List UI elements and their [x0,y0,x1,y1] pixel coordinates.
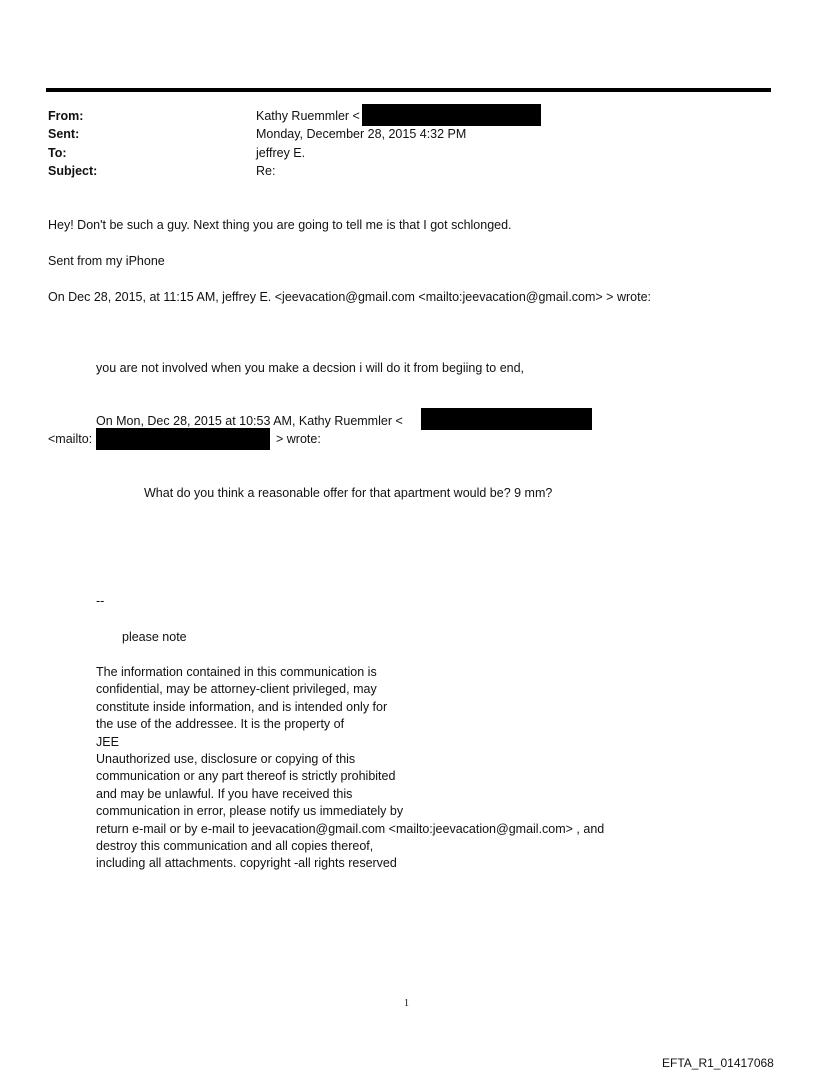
disclaimer-line: including all attachments. copyright -all rights reserved [96,856,397,871]
redaction-box [421,408,592,430]
quote2-header-line1: On Mon, Dec 28, 2015 at 10:53 AM, Kathy Ruemmler < [96,414,403,428]
quote1-text: you are not involved when you make a decsion i will do it from begiing to end, [96,361,525,375]
header-rule [46,88,771,92]
disclaimer-line: The information contained in this communication is [96,665,377,679]
to-label: To: [48,146,67,160]
please-note: please note [122,630,187,644]
disclaimer-line: the use of the addressee. It is the property of [96,717,345,732]
disclaimer-line: communication in error, please notify us immediately by [96,804,404,819]
disclaimer-block [96,664,604,873]
to-value: jeffrey E. [256,146,306,160]
redaction-box [362,104,541,126]
disclaimer-line: and may be unlawful. If you have received this [96,786,353,801]
document-id: EFTA_R1_01417068 [662,1056,774,1070]
subject-label: Subject: [48,164,98,178]
quote2-header-mailto: <mailto: [48,432,93,446]
disclaimer-line: constitute inside information, and is intended only for [96,699,388,714]
signature-text: Sent from my iPhone [48,254,165,268]
sent-value: Monday, December 28, 2015 4:32 PM [256,127,467,141]
disclaimer-line: destroy this communication and all copies thereof, [96,839,374,854]
disclaimer-line: Unauthorized use, disclosure or copying of this [96,752,356,767]
sent-label: Sent: [48,127,80,141]
page-number: 1 [404,998,409,1009]
disclaimer-line: JEE [96,734,119,749]
quote1-header: On Dec 28, 2015, at 11:15 AM, jeffrey E. <jeevacation@gmail.com <mailto:jeevacation@gmail.com> > wrote: [48,290,651,304]
from-label: From: [48,109,84,123]
reply-text: Hey! Don't be such a guy. Next thing you are going to tell me is that I got schlonged. [48,218,512,232]
redaction-box [96,428,270,450]
from-value: Kathy Ruemmler < [256,109,360,123]
disclaimer-line: return e-mail or by e-mail to jeevacation@gmail.com <mailto:jeevacation@gmail.com> , and [96,821,605,836]
disclaimer-line: confidential, may be attorney-client privileged, may [96,682,377,697]
subject-value: Re: [256,164,276,178]
quote2-header-wrote: > wrote: [276,432,321,446]
quote2-text: What do you think a reasonable offer for that apartment would be? 9 mm? [144,486,553,500]
signature-dashes: -- [96,594,105,608]
disclaimer-line: communication or any part thereof is strictly prohibited [96,769,396,784]
